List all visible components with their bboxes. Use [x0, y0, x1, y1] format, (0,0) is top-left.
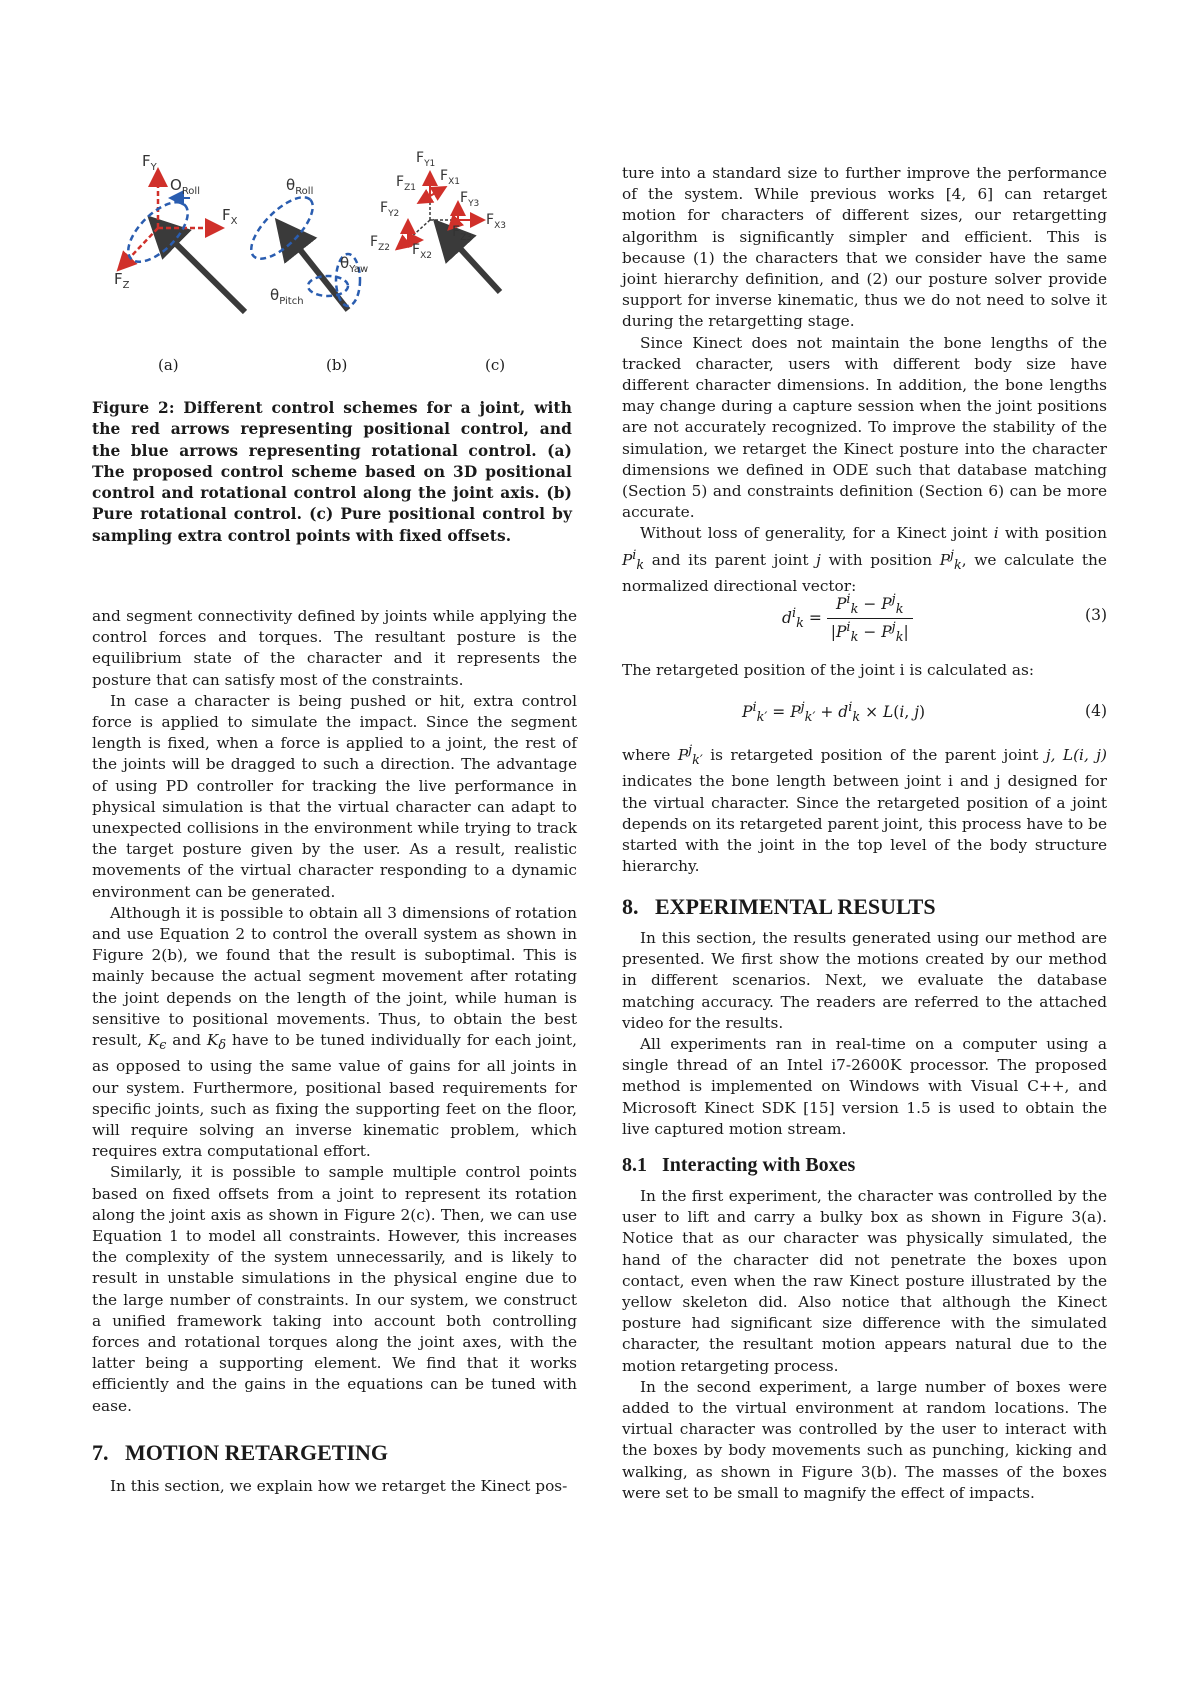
section-8-heading: 8. EXPERIMENTAL RESULTS: [622, 894, 936, 919]
label-fz1: $F_{Z1}$: [396, 174, 416, 193]
gain-k-epsilon: $K_\epsilon$: [147, 1031, 167, 1054]
paragraph: where $P^j_{k'}$ is retargeted position of the parent joint j, L(i, j) indicates the bone length between joint i and j designed for the virtual character. Since the retargeted position of a joint depends on its retargeted parent joint, this process have to be started with the joint in the top level of the body structure hierarchy.: [622, 743, 1107, 876]
paragraph: Without loss of generality, for a Kinect joint i with position $P^i_k$ and its parent joint j with position $P^j_k$, we calculate the normalized directional vector:: [622, 524, 1107, 595]
bone-arrow: [445, 232, 500, 292]
bone-arrow: [160, 228, 245, 312]
label-fx2: $F_{X2}$: [412, 242, 432, 261]
label-theta-yaw: $\theta_{Yaw}$: [340, 254, 369, 275]
figure-2: [90, 150, 650, 380]
roll-rotation-ring: [118, 192, 197, 271]
panel-c-label: (c): [485, 356, 506, 374]
paragraph: Since Kinect does not maintain the bone lengths of the tracked character, users with different body size have different character dimensions. In addition, the bone lengths may change during a capture session when the joint positions are not accurately recognized. To improve the stability of the simulation, we retarget the Kinect posture into the character dimensions we defined in ODE such that database matching (Section 5) and constraints definition (Section 6) can be more accurate.: [622, 333, 1107, 522]
offset-link: [408, 220, 430, 240]
left-column: [92, 606, 577, 1417]
label-fx: $F_X$: [222, 206, 238, 227]
equation-3: $d^i_k$ = $\frac{P^i_k - P^j_k}{|P^i_k - P^j_k|}$ (3): [782, 592, 1107, 646]
paragraph: Although it is possible to obtain all 3 dimensions of rotation and use Equation 2 to control the overall system as shown in Figure 2(b), we found that the result is suboptimal. This is mainly because the actual segment movement after rotating the joint depends on the length of the joint, while human is sensitive to positional movements. Thus, to obtain the best result, $K_\epsilon$ and $K_\delta$ have to be tuned individually for each joint, as opposed to using the same value of gains for all joints in our system. Furthermore, positional based requirements for specific joints, such as fixing the supporting feet on the floor, will require solving an inverse kinematic problem, which requires extra computational effort.: [92, 903, 577, 1161]
paragraph: and segment connectivity defined by joints while applying the control forces and torques. The resultant posture is the equilibrium state of the character and it represents the posture that can satisfy most of the constraints.: [92, 607, 577, 689]
paragraph: In the second experiment, a large number of boxes were added to the virtual environment at random locations. The virtual character was controlled by the user to interact with the boxes by body movements such as punching, kicking and walking, as shown in Figure 3(b). The masses of the boxes were set to be small to magnify the effect of impacts.: [622, 1377, 1107, 1502]
right-column-mid: [622, 740, 1107, 877]
right-column-section-8-1: [622, 1186, 1107, 1504]
equation-4: $P^i_{k'} = P^j_{k'} + d^i_k \times L(i$, j) (4): [742, 700, 1107, 726]
force-x1-arrow: [430, 188, 444, 196]
paragraph: In case a character is being pushed or hit, extra control force is applied to simulate the impact. Since the segment length is fixed, when a force is applied to a joint, the rest of the joints will be dragged to such a direction. The advantage of using PD controller for tracking the live performance in physical simulation is that the virtual character can adapt to unexpected collisions in the environment while trying to track the target posture given by the user. As a result, realistic movements of the virtual character responding to a dynamic environment can be generated.: [92, 691, 577, 901]
panel-a: [114, 152, 245, 312]
equation-number: (3): [1085, 606, 1107, 624]
label-fz: $F_Z$: [114, 270, 130, 291]
right-column-section-8: [622, 928, 1107, 1140]
equation-4-intro: [622, 660, 1107, 681]
paragraph: Similarly, it is possible to sample multiple control points based on fixed offsets from a joint to represent its rotation along the joint axis as shown in Figure 2(c). Then, we can use Equation 1 to model all constraints. However, this increases the complexity of the system unnecessarily, and is likely to result in unstable simulations in the physical engine due to the large number of constraints. In our system, we construct a unified framework taking into account both controlling forces and rotational torques along the joint axes, with the latter being a supporting element. We find that it works efficiently and the gains in the equations can be tuned with ease.: [92, 1163, 577, 1415]
label-fy2: $F_{Y2}$: [380, 200, 400, 219]
label-fy1: $F_{Y1}$: [416, 150, 436, 169]
label-o-roll: $O_{Roll}$: [170, 176, 200, 197]
gain-k-delta: $K_\delta$: [206, 1031, 226, 1054]
label-fx3: $F_{X3}$: [486, 212, 506, 231]
panel-b: [242, 176, 369, 310]
roll-rotation-ring: [242, 188, 323, 269]
label-fx1: $F_{X1}$: [440, 168, 460, 187]
paragraph: ture into a standard size to further improve the performance of the system. While previous works [4, 6] can retarget motion for characters of different sizes, our retargetting algorithm is significantly simpler and efficient. This is because (1) the characters that we consider have the same joint hierarchy definition, and (2) our posture solver provide support for inverse kinematic, thus we do not need to solve it during the retargetting stage.: [622, 164, 1107, 331]
section-7-intro: [92, 1476, 577, 1497]
force-z2-arrow: [398, 240, 408, 248]
label-fz3: $F_{Z3}$: [452, 224, 472, 243]
paragraph: The retargeted position of the joint i is calculated as:: [622, 661, 1035, 679]
section-7-heading: 7. MOTION RETARGETING: [92, 1440, 389, 1465]
paragraph: In this section, we explain how we retarget the Kinect pos-: [110, 1477, 568, 1495]
label-theta-roll: $\theta_{Roll}$: [286, 176, 314, 197]
panel-a-label: (a): [158, 356, 179, 374]
figure-caption: Figure 2: Different control schemes for a joint, with the red arrows representing positional control, and the blue arrows representing rotational control. (a) The proposed control scheme based on 3D positional control and rotational control along the joint axis. (b) Pure rotational control. (c) Pure positional control by sampling extra control points with fixed offsets.: [92, 399, 572, 545]
label-fy: $F_Y$: [142, 152, 157, 173]
force-z1-arrow: [420, 196, 430, 202]
paragraph: In this section, the results generated using our method are presented. We first show the motions created by our method in different scenarios. Next, we evaluate the database matching accuracy. The readers are referred to the attached video for the results.: [622, 929, 1107, 1032]
right-column-top: [622, 163, 1107, 597]
label-fz2: $F_{Z2}$: [370, 234, 390, 253]
label-fy3: $F_{Y3}$: [460, 190, 480, 209]
paragraph: In the first experiment, the character was controlled by the user to lift and carry a bulky box as shown in Figure 3(a). Notice that as our character was physically simulated, the hand of the character did not penetrate the boxes upon contact, even when the raw Kinect posture illustrated by the yellow skeleton did. Also notice that although the Kinect posture had significant size difference with the simulated character, the resultant motion appears natural due to the motion retargeting process.: [622, 1187, 1107, 1375]
equation-number: (4): [1085, 702, 1107, 720]
panel-b-label: (b): [326, 356, 348, 374]
section-8-1-heading: 8.1 Interacting with Boxes: [622, 1154, 856, 1176]
label-theta-pitch: $\theta_{Pitch}$: [270, 286, 304, 307]
paragraph: All experiments ran in real-time on a computer using a single thread of an Intel i7-2600K processor. The proposed method is implemented on Windows with Visual C++, and Microsoft Kinect SDK [15] version 1.5 is used to obtain the live captured motion stream.: [622, 1035, 1107, 1138]
panel-c: [370, 150, 506, 292]
